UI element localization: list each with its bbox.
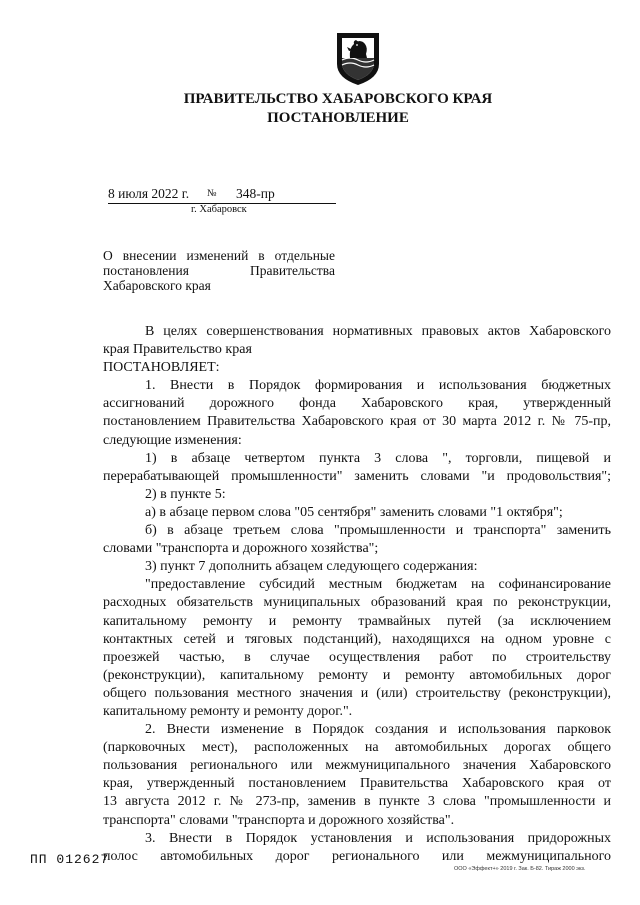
- body-line: проезжей частью, в случае осуществления работ по строительству: [103, 649, 611, 665]
- city: г. Хабаровск: [191, 204, 247, 215]
- body-line: 3) пункт 7 дополнить абзацем следующего содержания:: [145, 559, 478, 575]
- body-line: 2) в пункте 5:: [145, 486, 226, 502]
- number-sign: №: [207, 188, 217, 199]
- body-line: капитальному ремонту и ремонту трамвайных путей (за исключением: [103, 613, 611, 629]
- body-line: контактных сетей и тяговых подстанций), находящихся на одном уровне с: [103, 631, 611, 647]
- document-type: ПОСТАНОВЛЕНИЕ: [267, 110, 409, 126]
- body-line: В целях совершенствования нормативных правовых актов Хабаровского: [145, 324, 611, 339]
- body-line: полос автомобильных дорог регионального или межмуниципального: [103, 848, 611, 864]
- body-line: б) в абзаце третьем слова "промышленности и транспорта" заменить: [145, 523, 611, 539]
- body-line: ПОСТАНОВЛЯЕТ:: [103, 360, 220, 376]
- body-line: капитальному ремонту и ремонту дорог.".: [103, 703, 353, 719]
- body-line: словами "транспорта и дорожного хозяйства";: [103, 541, 379, 557]
- body-line: ассигнований дорожного фонда Хабаровского края, утвержденный: [103, 396, 611, 412]
- printer-imprint: ООО «Эффект+» 2019 г. Зак. Б-82. Тираж 2000 экз.: [454, 866, 586, 872]
- body-line: 13 августа 2012 г. № 273-пр, заменив в пункте 3 слова "промышленности и: [103, 794, 611, 810]
- document-date: 8 июля 2022 г.: [108, 186, 190, 201]
- document-body: [103, 323, 611, 866]
- body-line: постановлением Правительства Хабаровского края от 30 марта 2012 г. № 75-пр,: [103, 414, 611, 430]
- body-line: 2. Внести изменение в Порядок создания и использования парковок: [145, 722, 611, 738]
- body-line: 3. Внести в Порядок установления и использования придорожных: [145, 830, 611, 846]
- body-line: транспорта" словами "транспорта и дорожного хозяйства".: [103, 812, 455, 828]
- document-number: 348-пр: [236, 186, 275, 201]
- body-line: а) в абзаце первом слова "05 сентября" заменить словами "1 октября";: [145, 504, 563, 520]
- coat-of-arms-icon: [333, 30, 383, 86]
- subject-line: Хабаровского края: [103, 278, 211, 293]
- organization-title: ПРАВИТЕЛЬСТВО ХАБАРОВСКОГО КРАЯ: [183, 91, 493, 107]
- body-line: края Правительство края: [103, 342, 252, 358]
- form-serial-number: ПП 012627: [30, 852, 110, 867]
- subject-line: постановления Правительства: [103, 263, 335, 278]
- body-line: общего пользования местного значения и (или) строительству (реконструкции),: [103, 685, 611, 701]
- body-line: 1. Внести в Порядок формирования и использования бюджетных: [145, 378, 611, 394]
- subject-line: О внесении изменений в отдельные: [103, 248, 335, 263]
- body-line: (реконструкции), капитальному ремонту и ремонту автомобильных дорог: [103, 667, 611, 683]
- body-line: пользования регионального или межмуниципального значения Хабаровского: [103, 758, 611, 774]
- body-line: "предоставление субсидий местным бюджетам на софинансирование: [145, 577, 611, 593]
- body-line: расходных обязательств муниципальных образований края по реконструкции,: [103, 595, 611, 611]
- body-line: края, утвержденный постановлением Правительства Хабаровского края от: [103, 776, 611, 792]
- body-line: 1) в абзаце четвертом пункта 3 слова ", торговли, пищевой и: [145, 450, 611, 466]
- subject-block: [103, 248, 335, 293]
- body-line: следующие изменения:: [103, 432, 242, 448]
- body-line: (парковочных мест), расположенных на автомобильных дорогах общего: [103, 740, 611, 756]
- body-line: перерабатывающей промышленности" заменить словами "и продовольствия";: [103, 468, 611, 484]
